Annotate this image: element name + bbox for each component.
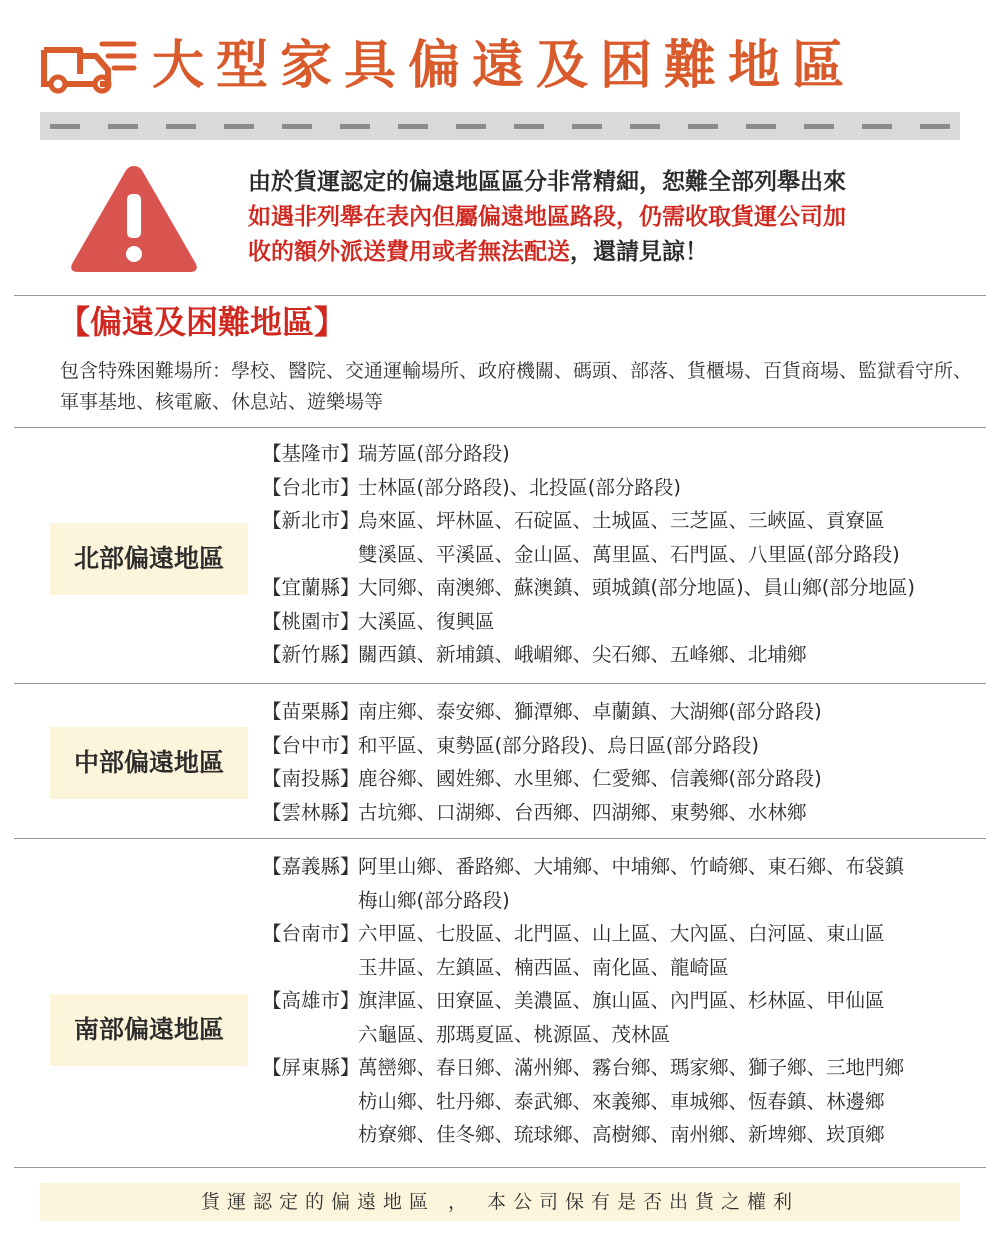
district-text: 南庄鄉、泰安鄉、獅潭鄉、卓蘭鎮、大湖鄉(部分路段): [358, 700, 822, 723]
header: [40, 20, 960, 110]
region-list-central: [262, 695, 992, 829]
road-dash: [340, 124, 370, 129]
divider: [14, 838, 986, 839]
notice-warning-line: 如遇非列舉在表內但屬偏遠地區路段，仍需收取貨運公司加: [248, 204, 846, 230]
list-item: [262, 762, 992, 796]
notice-line: [248, 235, 968, 270]
district-text: 梅山鄉(部分路段): [358, 888, 510, 912]
notice-text: [248, 165, 968, 270]
list-item: [262, 729, 992, 763]
district-text: 旗津區、田寮區、美濃區、旗山區、內門區、杉林區、甲仙區: [358, 989, 885, 1012]
list-item: [262, 984, 992, 1051]
notice-warning-text: 收的額外派送費用或者無法配送: [248, 239, 570, 265]
city-name: 【雲林縣】: [262, 800, 360, 824]
warning-icon: [66, 160, 202, 278]
list-item: [262, 850, 992, 917]
notice-line: 由於貨運認定的偏遠地區區分非常精細，恕難全部列舉出來: [248, 169, 846, 195]
list-item: [262, 695, 992, 729]
list-item: [262, 504, 992, 571]
district-text: 六龜區、那瑪夏區、桃源區、茂林區: [358, 1022, 671, 1046]
road-dash: [862, 124, 892, 129]
city-name: 【新北市】: [262, 509, 360, 532]
road-dash: [746, 124, 776, 129]
district-text: 瑞芳區(部分路段): [358, 442, 510, 465]
road-dash: [166, 124, 196, 129]
district-text: 玉井區、左鎮區、楠西區、南化區、龍崎區: [358, 955, 729, 979]
district-text: 和平區、東勢區(部分路段)、烏日區(部分路段): [358, 733, 759, 757]
delivery-truck-icon: [40, 36, 140, 96]
city-name: 【南投縣】: [262, 767, 360, 790]
page-title: 大型家具偏遠及困難地區: [152, 36, 857, 96]
road-dash: [804, 124, 834, 129]
list-item: [262, 605, 992, 639]
district-text: 古坑鄉、口湖鄉、台西鄉、四湖鄉、東勢鄉、水林鄉: [358, 800, 807, 824]
district-text: 關西鎮、新埔鎮、峨嵋鄉、尖石鄉、五峰鄉、北埔鄉: [358, 643, 807, 666]
city-name: 【宜蘭縣】: [262, 576, 360, 599]
road-dash: [50, 124, 80, 129]
city-name: 【新竹縣】: [262, 643, 360, 666]
region-label-north: 北部偏遠地區: [50, 523, 248, 595]
section-title: 【偏遠及困難地區】: [58, 303, 347, 341]
region-list-south: [262, 850, 992, 1152]
district-text: 大溪區、復興區: [358, 609, 495, 633]
city-name: 【基隆市】: [262, 442, 360, 465]
district-text: 阿里山鄉、番路鄉、大埔鄉、中埔鄉、竹崎鄉、東石鄉、布袋鎮: [358, 855, 905, 878]
road-dash: [108, 124, 138, 129]
district-text: 六甲區、七股區、北門區、山上區、大內區、白河區、東山區: [358, 922, 885, 945]
divider: [14, 1167, 986, 1168]
road-dash: [920, 124, 950, 129]
list-item: [262, 571, 992, 605]
city-name: 【高雄市】: [262, 989, 360, 1012]
divider: [14, 427, 986, 428]
road-dash: [282, 124, 312, 129]
road-dash: [456, 124, 486, 129]
list-item: [262, 638, 992, 672]
list-item: [262, 1051, 992, 1152]
notice-tail: ，還請見諒！: [570, 239, 708, 265]
road-dash: [688, 124, 718, 129]
road-dash: [630, 124, 660, 129]
footer-note: 貨運認定的偏遠地區 ， 本公司保有是否出貨之權利: [40, 1183, 960, 1221]
city-name: 【台北市】: [262, 475, 360, 499]
road-dash: [398, 124, 428, 129]
region-list-north: [262, 437, 992, 672]
section-description: 包含特殊困難場所：學校、醫院、交通運輸場所、政府機關、碼頭、部落、貨櫃場、百貨商場、監獄看守所、軍事基地、核電廠、休息站、遊樂場等: [60, 360, 973, 413]
road-dash: [514, 124, 544, 129]
district-text: 士林區(部分路段)、北投區(部分路段): [358, 475, 681, 499]
city-name: 【台中市】: [262, 733, 360, 757]
region-label-south: 南部偏遠地區: [50, 994, 248, 1066]
divider: [14, 295, 986, 296]
road-dash: [224, 124, 254, 129]
district-text: 枋寮鄉、佳冬鄉、琉球鄉、高樹鄉、南州鄉、新埤鄉、崁頂鄉: [358, 1123, 885, 1146]
district-text: 大同鄉、南澳鄉、蘇澳鎮、頭城鎮(部分地區)、員山鄉(部分地區): [358, 576, 915, 599]
list-item: [262, 917, 992, 984]
district-text: 鹿谷鄉、國姓鄉、水里鄉、仁愛鄉、信義鄉(部分路段): [358, 767, 822, 790]
city-name: 【台南市】: [262, 922, 360, 945]
district-text: 枋山鄉、牡丹鄉、泰武鄉、來義鄉、車城鄉、恆春鎮、林邊鄉: [358, 1089, 885, 1113]
city-name: 【嘉義縣】: [262, 855, 360, 878]
divider: [14, 683, 986, 684]
district-text: 萬巒鄉、春日鄉、滿州鄉、霧台鄉、瑪家鄉、獅子鄉、三地門鄉: [358, 1056, 905, 1079]
list-item: [262, 437, 992, 471]
district-text: 烏來區、坪林區、石碇區、土城區、三芝區、三峽區、貢寮區: [358, 509, 885, 532]
city-name: 【苗栗縣】: [262, 700, 360, 723]
city-name: 【屏東縣】: [262, 1056, 360, 1079]
district-text: 雙溪區、平溪區、金山區、萬里區、石門區、八里區(部分路段): [358, 542, 900, 566]
road-dash: [572, 124, 602, 129]
list-item: [262, 796, 992, 830]
city-name: 【桃園市】: [262, 609, 360, 633]
road-divider: [40, 112, 960, 140]
region-label-central: 中部偏遠地區: [50, 727, 248, 799]
list-item: [262, 471, 992, 505]
